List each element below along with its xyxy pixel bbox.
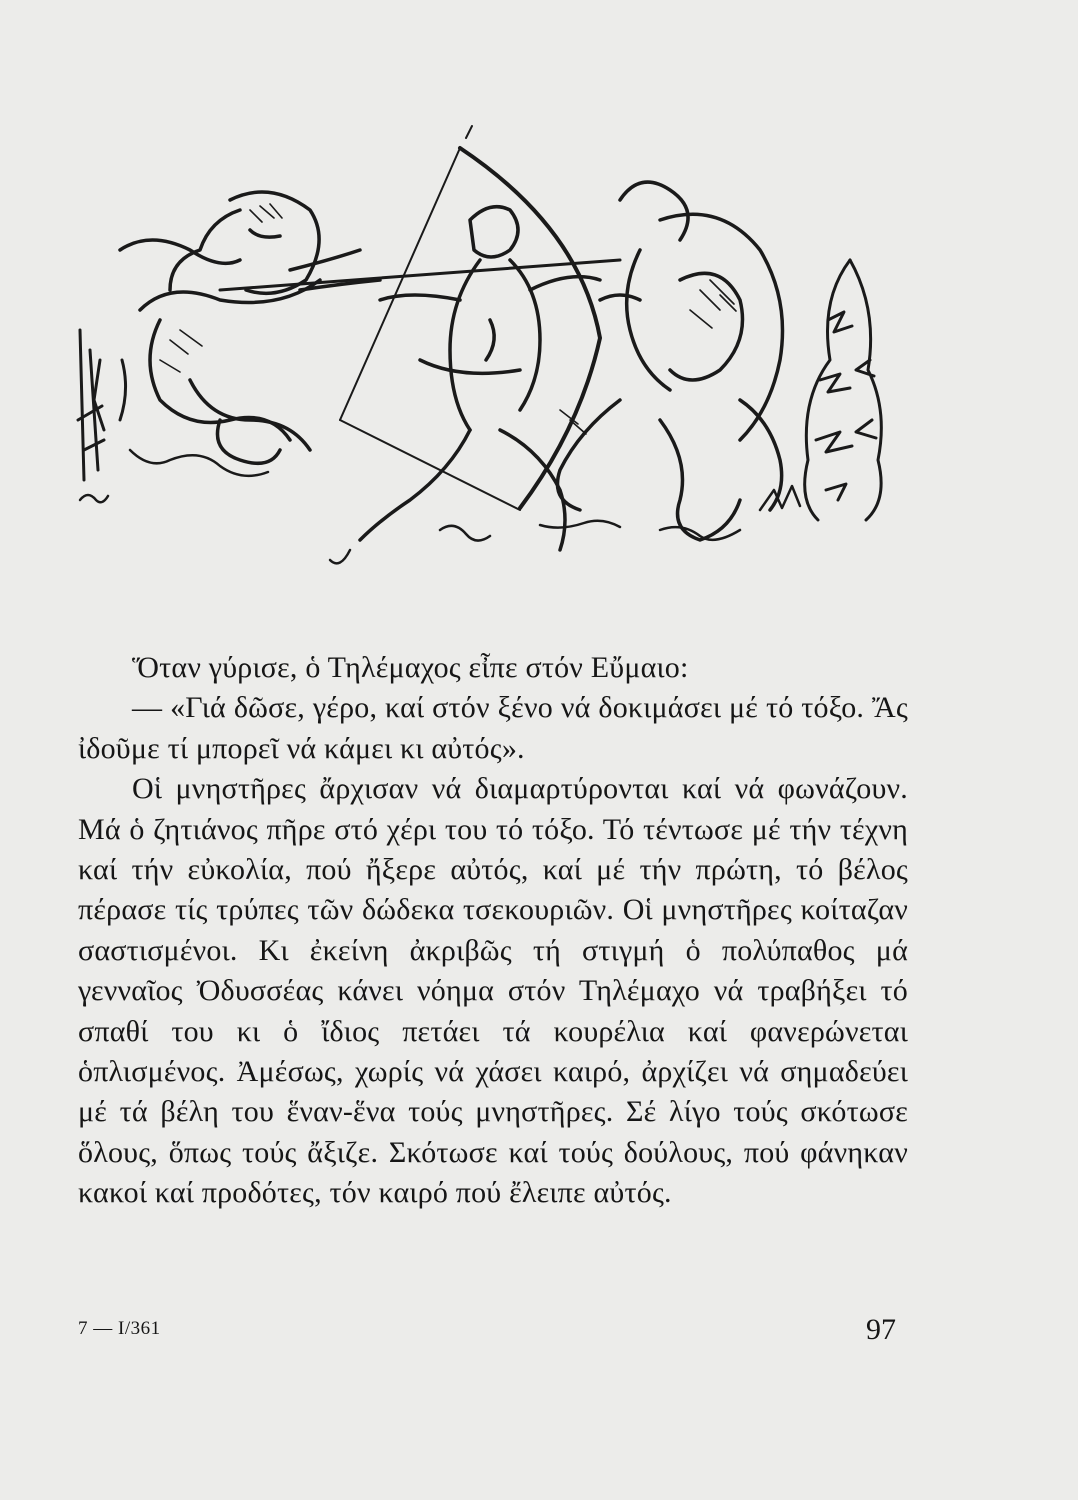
paragraph: Ὅταν γύρισε, ὁ Τηλέμαχος εἶπε στόν Εὔμαιο:	[132, 651, 689, 684]
paragraph: — «Γιά δῶσε, γέρο, καί στόν ξένο νά δοκιμάσει μέ τό τόξο. Ἄς ἰδοῦμε τί μπορεῖ νά κάμει κι αὐτός».	[78, 691, 908, 765]
paragraph: Οἱ μνηστῆρες ἄρχισαν νά διαμαρτύρονται καί νά φωνάζουν. Μά ὁ ζητιάνος πῆρε στό χέρι του τό τόξο. Τό τέντωσε μέ τήν τέχνη καί τήν εὐκολία, πού ἤξερε αὐτός, καί μέ τήν πρώτη, τό βέλος πέρασε τίς τρύπες τῶν δώδεκα τσεκουριῶν. Οἱ μνηστῆρες κοίταζαν σαστισμένοι. Κι ἐκείνη ἀκριβῶς τή στιγμή ὁ πολύπαθος μά γενναῖος Ὀδυσσέας κάνει νόημα στόν Τηλέμαχο νά τραβήξει τό σπαθί του κι ὁ ἴδιος πετάει τά κουρέλια καί φανερώνεται ὁπλισμένος. Ἀμέσως, χωρίς νά χάσει καιρό, ἀρχίζει νά σημαδεύει μέ τά βέλη του ἕναν-ἕνα τούς μνηστῆρες. Σέ λίγο τούς σκότωσε ὅλους, ὅπως τούς ἄξιζε. Σκότωσε καί τούς δούλους, πού φάνηκαν κακοί καί προδότες, τόν καιρό πού ἔλειπε αὐτός.	[78, 772, 908, 1210]
body-text	[78, 648, 908, 1214]
page-number: 97	[866, 1313, 896, 1346]
crouching-archer	[120, 192, 380, 463]
hatching	[160, 204, 736, 434]
cypress-tree	[805, 260, 882, 520]
crouching-man	[558, 182, 783, 540]
left-grass	[78, 330, 126, 480]
archery-illustration	[60, 120, 920, 580]
arrow	[220, 260, 620, 290]
printer-signature: 7 — I/361	[78, 1318, 161, 1339]
bow	[340, 126, 600, 510]
ground-strokes	[80, 450, 800, 563]
